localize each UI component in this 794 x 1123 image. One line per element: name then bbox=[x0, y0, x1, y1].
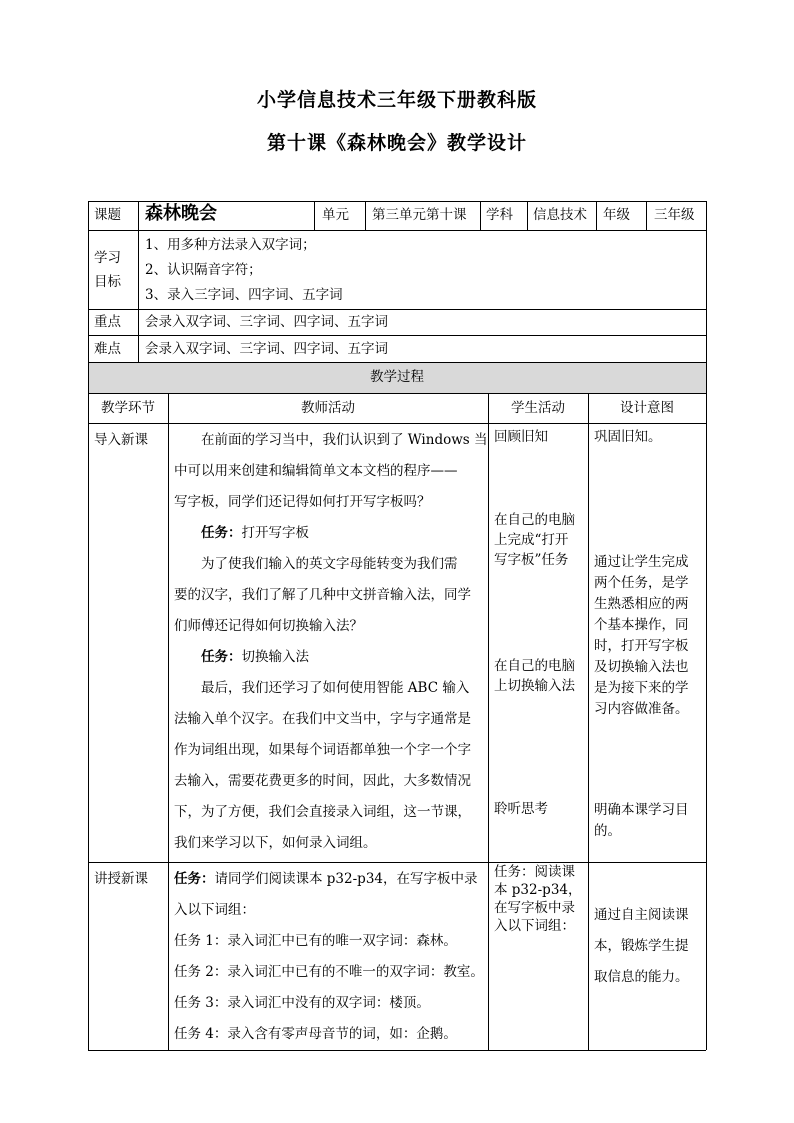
process-heading: 教学过程 bbox=[370, 369, 424, 385]
task-text: 打开写字板 bbox=[241, 525, 309, 541]
table-border-left bbox=[88, 201, 89, 1050]
teacher-line: 要的汉字，我们了解了几种中文拼音输入法，同学 bbox=[174, 587, 471, 603]
task-text: 请同学们阅读课本 p32-p34，在写字板中录 bbox=[214, 871, 478, 887]
intro-student-3 bbox=[494, 656, 575, 696]
intent-line: 本，锻炼学生提 bbox=[594, 938, 689, 954]
grade-label: 年级 bbox=[603, 207, 630, 223]
teacher-task-1 bbox=[174, 518, 488, 549]
difficulty-label: 难点 bbox=[94, 341, 121, 357]
difficulty-text: 会录入双字词、三字词、四字词、五字词 bbox=[145, 341, 388, 357]
intent-line: 个基本操作，同 bbox=[594, 617, 689, 633]
key-point-text: 会录入双字词、三字词、四字词、五字词 bbox=[145, 314, 388, 330]
intent-line: 两个任务，是学 bbox=[594, 575, 689, 591]
student-line: 任务：阅读课 bbox=[494, 864, 575, 880]
new-lesson-stage: 讲授新课 bbox=[94, 871, 148, 887]
teacher-line-1 bbox=[174, 864, 484, 895]
table-rule bbox=[527, 201, 528, 230]
objectives-label-2: 目标 bbox=[94, 274, 121, 290]
teacher-line: 写字板，同学们还记得如何打开写字板吗？ bbox=[174, 494, 431, 510]
teacher-line: 法输入单个汉字。在我们中文当中，字与字通常是 bbox=[174, 711, 471, 727]
table-rule bbox=[88, 309, 706, 310]
objective-item: 3、录入三字词、四字词、五字词 bbox=[145, 287, 343, 303]
teacher-line: 下，为了方便，我们会直接录入词组，这一节课， bbox=[174, 804, 471, 820]
intent-line: 的。 bbox=[594, 823, 621, 839]
teacher-line: 为了使我们输入的英文字母能转变为我们需 bbox=[201, 556, 458, 572]
header-intent: 设计意图 bbox=[620, 400, 674, 416]
student-line: 本 p32-p34， bbox=[494, 882, 582, 898]
task-prefix: 任务： bbox=[201, 525, 242, 541]
student-line: 上完成“打开 bbox=[494, 532, 569, 548]
intro-teacher-activity bbox=[174, 425, 488, 859]
table-rule bbox=[88, 393, 706, 394]
header-teacher: 教师活动 bbox=[301, 400, 355, 416]
teacher-line: 任务 1：录入词汇中已有的唯一双字词：森林。 bbox=[174, 933, 457, 949]
teacher-line: 任务 3：录入词汇中没有的双字词：楼顶。 bbox=[174, 995, 430, 1011]
teacher-line: 最后，我们还学习了如何使用智能 ABC 输入 bbox=[201, 680, 470, 696]
table-rule bbox=[88, 335, 706, 336]
table-rule bbox=[365, 201, 366, 230]
table-rule bbox=[314, 201, 315, 230]
subject-value: 信息技术 bbox=[533, 207, 587, 223]
table-rule bbox=[588, 393, 589, 1050]
table-rule bbox=[138, 201, 139, 362]
objective-item: 1、用多种方法录入双字词； bbox=[145, 237, 316, 253]
intent-line: 是为接下来的学 bbox=[594, 680, 689, 696]
intent-line: 通过让学生完成 bbox=[594, 554, 689, 570]
table-rule bbox=[596, 201, 597, 230]
intent-line: 取信息的能力。 bbox=[594, 969, 689, 985]
header-student: 学生活动 bbox=[511, 400, 565, 416]
intro-student-1: 回顾旧知 bbox=[494, 429, 548, 445]
intro-intent-2 bbox=[594, 552, 689, 720]
intro-stage: 导入新课 bbox=[94, 432, 148, 448]
intent-line: 生熟悉相应的两 bbox=[594, 596, 689, 612]
teacher-line: 中可以用来创建和编辑简单文本文档的程序—— bbox=[174, 463, 458, 479]
unit-label: 单元 bbox=[322, 207, 349, 223]
teacher-line: 任务 4：录入含有零声母音节的词，如：企鹅。 bbox=[174, 1026, 457, 1042]
teacher-line: 在前面的学习当中，我们认识到了 Windows 当 bbox=[201, 432, 488, 448]
table-rule bbox=[88, 862, 706, 863]
table-rule bbox=[88, 230, 706, 231]
teacher-line: 入以下词组： bbox=[174, 902, 255, 918]
student-line: 在自己的电脑 bbox=[494, 658, 575, 674]
topic-label: 课题 bbox=[94, 207, 121, 223]
table-border-right bbox=[706, 201, 707, 1050]
objective-item: 2、认识隔音字符； bbox=[145, 262, 262, 278]
intro-intent-1: 巩固旧知。 bbox=[594, 429, 662, 445]
student-line: 写字板”任务 bbox=[494, 552, 569, 568]
task-text: 切换输入法 bbox=[241, 649, 309, 665]
intro-student-4: 聆听思考 bbox=[494, 801, 548, 817]
table-border-top bbox=[88, 201, 706, 202]
student-line: 上切换输入法 bbox=[494, 678, 575, 694]
student-line: 入以下词组： bbox=[494, 918, 575, 934]
objectives-label-1: 学习 bbox=[94, 250, 121, 266]
teacher-line: 们师傅还记得如何切换输入法？ bbox=[174, 618, 363, 634]
student-line: 在写字板中录 bbox=[494, 900, 575, 916]
lesson-topic: 森林晚会 bbox=[145, 203, 217, 224]
teacher-line: 任务 2：录入词汇中已有的不唯一的双字词：教室。 bbox=[174, 964, 484, 980]
header-stage: 教学环节 bbox=[101, 400, 155, 416]
table-rule bbox=[488, 393, 489, 1050]
table-rule bbox=[168, 393, 169, 1050]
table-rule bbox=[88, 423, 706, 424]
key-point-label: 重点 bbox=[94, 314, 121, 330]
teacher-line: 去输入，需要花费更多的时间，因此，大多数情况 bbox=[174, 773, 471, 789]
new-lesson-intent bbox=[594, 900, 689, 993]
student-line: 在自己的电脑 bbox=[494, 512, 575, 528]
intro-intent-3 bbox=[594, 800, 689, 842]
intro-student-2 bbox=[494, 510, 575, 570]
document-subtitle: 第十课《森林晚会》教学设计 bbox=[266, 132, 527, 154]
unit-value: 第三单元第十课 bbox=[372, 207, 467, 223]
table-border-bottom bbox=[88, 1050, 706, 1051]
new-lesson-teacher-activity bbox=[174, 864, 484, 1050]
intent-line: 习内容做准备。 bbox=[594, 701, 689, 717]
intent-line: 时，打开写字板 bbox=[594, 638, 689, 654]
new-lesson-student bbox=[494, 863, 582, 935]
teacher-line: 作为词组出现，如果每个词语都单独一个字一个字 bbox=[174, 742, 471, 758]
document-title: 小学信息技术三年级下册教科版 bbox=[256, 89, 537, 111]
intent-line: 通过自主阅读课 bbox=[594, 907, 689, 923]
subject-label: 学科 bbox=[486, 207, 513, 223]
teacher-task-2 bbox=[174, 642, 488, 673]
teacher-line: 我们来学习以下，如何录入词组。 bbox=[174, 835, 377, 851]
table-rule bbox=[646, 201, 647, 230]
table-rule bbox=[480, 201, 481, 230]
intent-line: 及切换输入法也 bbox=[594, 659, 689, 675]
task-prefix: 任务： bbox=[174, 871, 215, 887]
table-rule bbox=[88, 362, 706, 363]
task-prefix: 任务： bbox=[201, 649, 242, 665]
intent-line: 明确本课学习目 bbox=[594, 802, 689, 818]
grade-value: 三年级 bbox=[654, 207, 695, 223]
